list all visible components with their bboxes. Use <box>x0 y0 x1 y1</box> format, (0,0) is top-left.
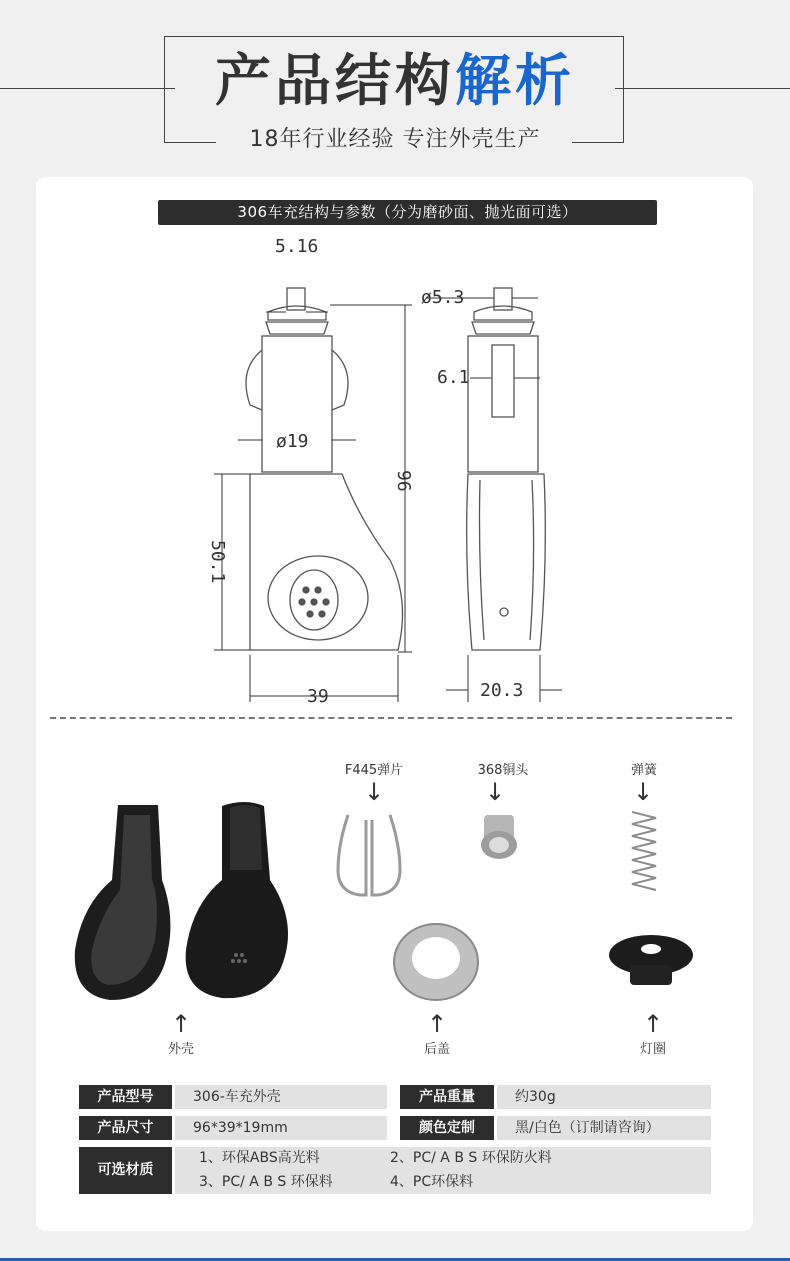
spec-weight-value: 约30g <box>497 1085 711 1109</box>
page-subtitle: 18年行业经验 专注外壳生产 <box>249 127 541 152</box>
light-ring <box>609 935 693 985</box>
copper-head <box>481 815 517 859</box>
material-option-3: 3、PC/ A B S 环保料 <box>199 1174 333 1190</box>
arrow-down-icon: ↓ <box>363 778 385 806</box>
material-option-1: 1、环保ABS高光料 <box>199 1150 320 1166</box>
label-shell: 外壳 <box>167 1042 194 1057</box>
label-light-ring: 灯圈 <box>639 1042 666 1057</box>
spec-material-label: 可选材质 <box>79 1147 172 1194</box>
back-cover <box>394 924 478 1000</box>
header-frame-top <box>164 36 624 37</box>
arrow-up-icon: ↑ <box>642 1010 664 1038</box>
spec-size-value: 96*39*19mm <box>175 1116 387 1140</box>
spring-clip <box>338 815 400 895</box>
arrow-down-icon: ↓ <box>632 778 654 806</box>
spec-model-label: 产品型号 <box>79 1085 172 1109</box>
dim-side-width: 20.3 <box>480 680 524 701</box>
spec-model-value: 306-车充外壳 <box>175 1085 387 1109</box>
arrow-down-icon: ↓ <box>484 778 506 806</box>
material-option-2: 2、PC/ A B S 环保防火料 <box>390 1150 552 1166</box>
dim-base-height: 50.1 <box>207 540 228 584</box>
side-body <box>468 336 538 472</box>
spec-color-value: 黑/白色（订制请咨询） <box>497 1116 711 1140</box>
dim-slot: 6.1 <box>437 367 470 388</box>
page-title-highlight: 解析 <box>455 49 575 114</box>
front-base <box>250 474 403 650</box>
dim-body-diameter: ø19 <box>276 431 309 452</box>
spec-size-label: 产品尺寸 <box>79 1116 172 1140</box>
technical-drawing <box>0 230 790 710</box>
shell-inside <box>75 805 171 1000</box>
spec-color-label: 颜色定制 <box>400 1116 494 1140</box>
dim-total-height: 96 <box>393 470 414 492</box>
label-spring: 弹簧 <box>630 763 657 778</box>
parts-illustration <box>0 790 790 1010</box>
label-spring-clip: F445弹片 <box>344 763 404 778</box>
spec-weight-label: 产品重量 <box>400 1085 494 1109</box>
spring <box>632 812 656 890</box>
front-cap <box>268 306 326 320</box>
label-back-cover: 后盖 <box>423 1042 450 1057</box>
section-banner: 306车充结构与参数（分为磨砂面、抛光面可选） <box>158 200 657 225</box>
section-divider <box>50 717 732 719</box>
arrow-up-icon: ↑ <box>426 1010 448 1038</box>
spec-material-values <box>175 1147 711 1194</box>
page-title: 产品结构解析 <box>215 49 575 114</box>
dim-tip-width: 5.16 <box>275 236 319 257</box>
dim-base-width: 39 <box>307 686 329 707</box>
arrow-up-icon: ↑ <box>170 1010 192 1038</box>
shell-outside <box>186 802 288 998</box>
dim-tip-diameter: ø5.3 <box>421 287 465 308</box>
label-copper-head: 368铜头 <box>477 763 529 778</box>
material-option-4: 4、PC环保料 <box>390 1174 474 1190</box>
